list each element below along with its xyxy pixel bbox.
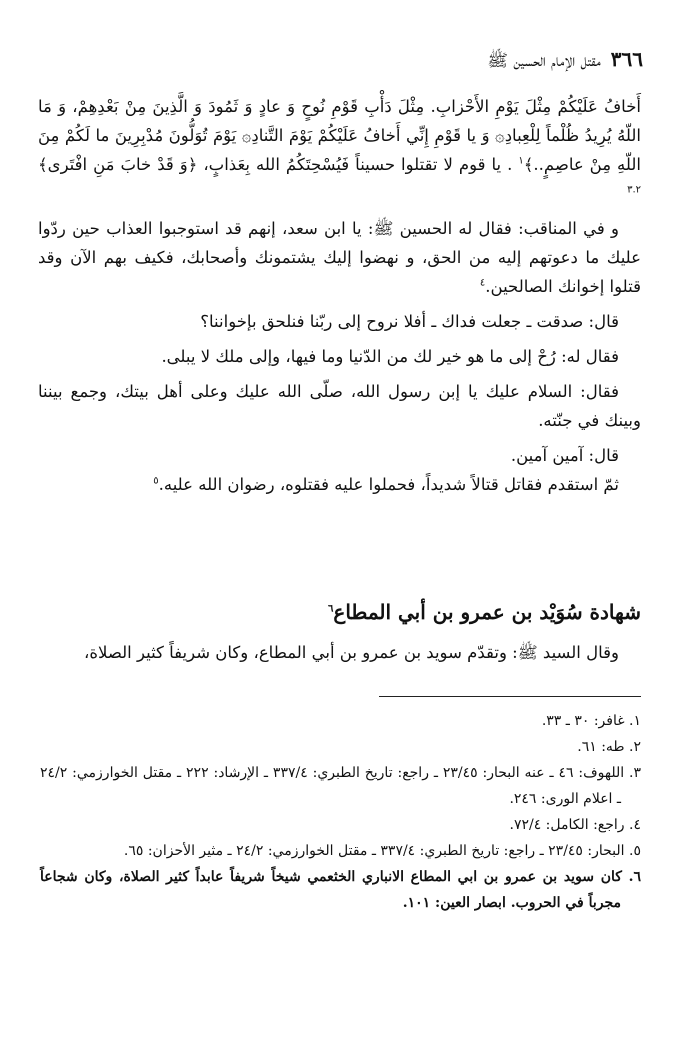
dialogue-line: قال: آمين آمين.	[510, 446, 619, 465]
running-header	[38, 47, 643, 75]
book-title: مقتل الإمام الحسين ﷺ	[487, 51, 601, 71]
dialogue-line: قال: صدقت ـ جعلت فداك ـ أفلا نروح إلى ربّنا فنلحق بإخواننا؟	[200, 312, 619, 331]
footnote-separator	[379, 696, 641, 697]
main-text	[38, 92, 641, 499]
final-text: ثمّ استقدم فقاتل قتالاً شديداً، فحملوا عليه فقتلوه، رضوان الله عليه.	[158, 475, 619, 494]
manaqib-text: و في المناقب: فقال له الحسين ﷺ: يا ابن سعد، إنهم قد استوجبوا العذاب حين ردّوا عليك ما دعوتهم إليه من الحق، و نهضوا إليك يشتمونك وأصحابك، فكيف بهم الآن وقد قتلوا إخوانك الصالحين.	[38, 219, 641, 296]
footnote: ٤. راجع: الكامل: ٧٢/٤.	[509, 817, 641, 833]
footnote: ٣. اللهوف: ٤٦ ـ عنه البحار: ٢٣/٤٥ ـ راجع: تاريخ الطبري: ٣٣٧/٤ ـ الإرشاد: ٢٢٢ ـ مقتل الخوارزمي: ٢٤/٢ ـ اعلام الورى: ٢٤٦.	[40, 765, 641, 807]
footnote-ref-1: ١	[518, 155, 524, 167]
quran-passage-paragraph	[38, 92, 641, 208]
footnote: ٥. البحار: ٢٣/٤٥ ـ راجع: تاريخ الطبري: ٣٣٧/٤ ـ مقتل الخوارزمي: ٢٤/٢ ـ مثير الأحزان: ٦٥.	[123, 843, 641, 859]
manaqib-paragraph	[38, 214, 641, 301]
speech-1: . يا قوم لا تقتلوا حسيناً فَيُسْحِتَكُمُ الله بِعَذابٍ، ﴿وَ قَدْ خابَ مَنِ افْتَرى﴾	[38, 155, 513, 174]
footnote-ref-2-3: ٣.٢	[627, 184, 641, 196]
dialogue-line: فقال: السلام عليك يا إبن رسول الله، صلّى الله عليك وعلى أهل بيتك، وجمع بيننا وبينك في جنّته.	[38, 382, 641, 430]
footnotes	[40, 708, 641, 916]
section-heading	[38, 600, 641, 624]
final-paragraph	[38, 470, 641, 499]
section-heading-text: شهادة سُوَيْد بن عمرو بن أبي المطاع	[333, 600, 641, 624]
footnote-ref-4: ٤	[479, 277, 486, 289]
footnote-ref-5: ٥	[153, 475, 159, 487]
footnote-ref-6: ٦	[328, 603, 334, 615]
footnote: ٦. كان سويد بن عمرو بن ابي المطاع الانباري الخثعمي شيخاً شريفاً عابداً كثير الصلاة، وكان شجاعاً مجرباً في الحروب. ابصار العين: ١٠١.	[40, 869, 641, 911]
section-lead-paragraph: وقال السيد ﷺ: وتقدّم سويد بن عمرو بن أبي المطاع، وكان شريفاً كثير الصلاة،	[84, 643, 619, 662]
footnote: ٢. طه: ٦١.	[577, 739, 641, 755]
dialogue-line: فقال له: رُحْ إلى ما هو خير لك من الدّنيا وما فيها، وإلى ملك لا يبلى.	[161, 347, 619, 366]
quran-passage: أَخافُ عَلَيْكُمْ مِثْلَ يَوْمِ الأَحْزابِ. مِثْلَ دَأْبِ قَوْمِ نُوحٍ وَ عادٍ وَ ثَمُودَ وَ الَّذِينَ مِنْ بَعْدِهِمْ، وَ مَا اللّهُ يُرِيدُ ظُلْماً لِلْعِبادِ۞ وَ يا قَوْمِ إِنِّي أَخافُ عَلَيْكُمْ يَوْمَ التَّنادِ۞ يَوْمَ تُوَلُّونَ مُدْبِرِينَ ما لَكُمْ مِنَ اللّهِ مِنْ عاصِمٍ..﴾	[38, 97, 641, 174]
page-number: ٣٦٦	[610, 47, 643, 71]
footnote: ١. غافر: ٣٠ ـ ٣٣.	[541, 713, 641, 729]
